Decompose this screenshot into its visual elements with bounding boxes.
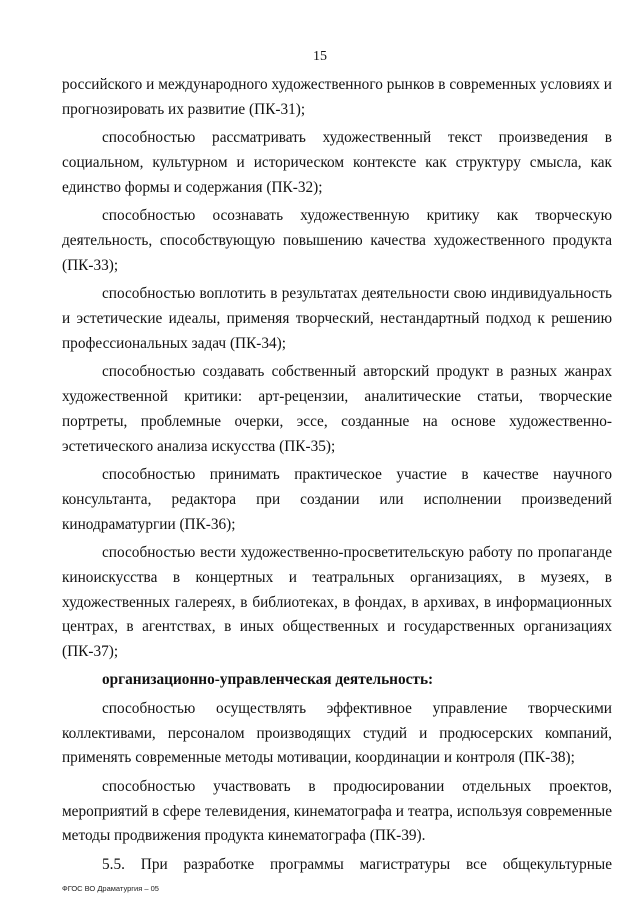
page-footer: ФГОС ВО Драматургия – 05: [62, 884, 159, 893]
paragraph-pk35: способностью создавать собственный авторский продукт в разных жанрах художественной критики: арт-рецензии, аналитические статьи, творческие портреты, проблемные очерки, эссе, созданные на основе художественно-эстетического анализа искусства (ПК-35);: [62, 363, 612, 455]
paragraph-5-5: 5.5. При разработке программы магистратуры все общекультурные: [102, 855, 612, 873]
paragraph-pk34: способностью воплотить в результатах деятельности свою индивидуальность и эстетические идеалы, применяя творческий, нестандартный подход к решению профессиональных задач (ПК-34);: [62, 285, 612, 352]
document-body: [62, 73, 612, 878]
section-heading-management: организационно-управленческая деятельность:: [102, 671, 434, 689]
paragraph-pk36: способностью принимать практическое участие в качестве научного консультанта, редактора при создании или исполнении произведений кинодраматургии (ПК-36);: [62, 465, 612, 533]
paragraph-pk33: способностью осознавать художественную критику как творческую деятельность, способствующую повышению качества художественного продукта (ПК-33);: [62, 207, 612, 274]
paragraph-pk39: способностью участвовать в продюсировании отдельных проектов, мероприятий в сфере телевидения, кинематографа и театра, используя современные методы продвижения продукта кинематографа (ПК-39).: [62, 777, 612, 845]
paragraph-pk38: способностью осуществлять эффективное управление творческими коллективами, персоналом производящих студий и продюсерских компаний, применять современные методы мотивации, координации и контроля (ПК-38);: [62, 699, 612, 767]
paragraph-pk31-continuation: российского и международного художественного рынков в современных условиях и прогнозировать их развитие (ПК-31);: [62, 76, 612, 118]
paragraph-pk32: способностью рассматривать художественный текст произведения в социальном, культурном и историческом контексте как структуру смысла, как единство формы и содержания (ПК-32);: [62, 129, 612, 196]
page-number: 15: [313, 49, 327, 64]
paragraph-pk37: способностью вести художественно-просветительскую работу по пропаганде киноискусства в концертных и театральных организациях, в музеях, в художественных галереях, в библиотеках, в фондах, в архивах, в информационных центрах, в агентствах, в иных общественных и государственных организациях (ПК-37);: [62, 543, 612, 661]
